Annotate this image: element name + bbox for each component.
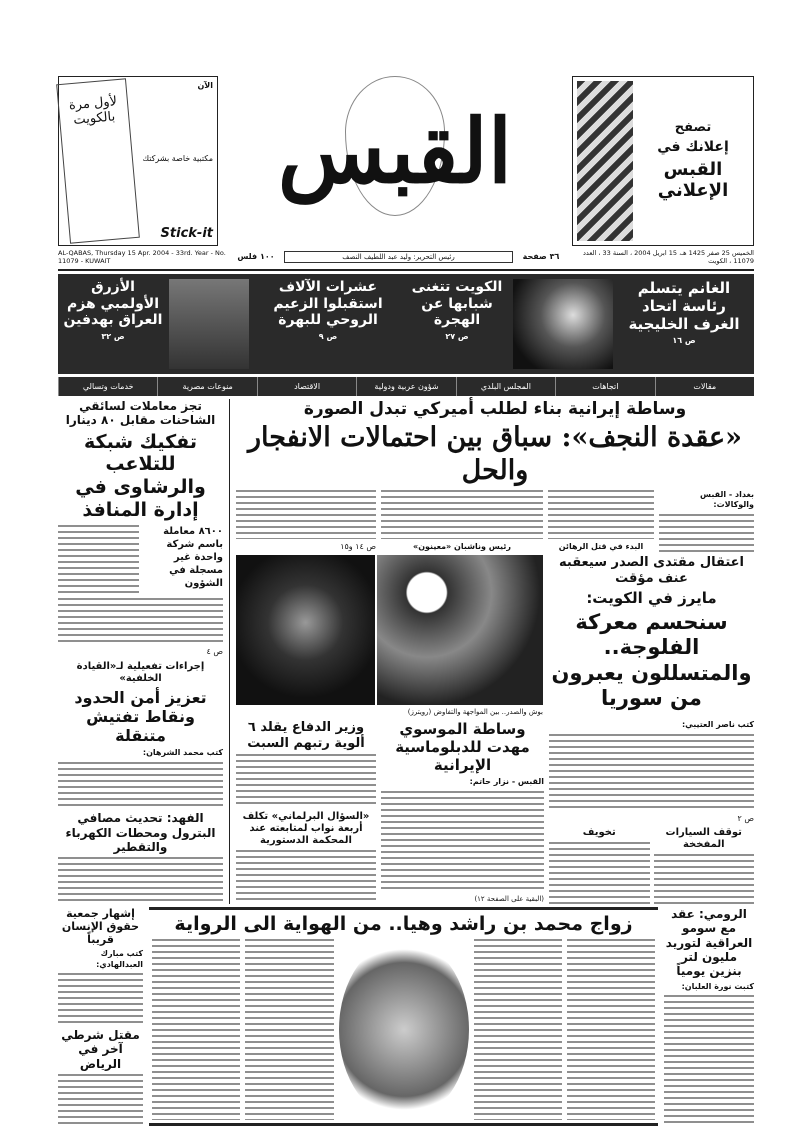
newspaper-image bbox=[577, 81, 633, 241]
mid-s1-byline: القبس - نزار حاتم: bbox=[469, 777, 544, 787]
side-kicker: اعتقال مقتدى الصدر سيعقبه عنف مؤقت bbox=[559, 555, 744, 586]
ad-line2: إعلانك في bbox=[657, 138, 729, 155]
front-page bbox=[58, 76, 754, 1126]
mid-s4-body bbox=[58, 857, 223, 904]
feature-body bbox=[567, 939, 655, 1120]
side-body bbox=[654, 854, 755, 904]
feature-body bbox=[245, 939, 333, 1120]
story3-headline[interactable]: إشهار جمعية حقوق الإنسان قريباً bbox=[61, 906, 140, 947]
lead-body bbox=[548, 490, 654, 539]
main-area bbox=[58, 399, 754, 904]
ad-text: مكتبية خاصة بشركتك bbox=[142, 153, 213, 163]
side-lead: مايرز في الكويت: bbox=[586, 589, 717, 608]
photo-sadr bbox=[236, 555, 375, 705]
lead-subhead2: رئيس وناشبان «معينون» bbox=[413, 541, 511, 551]
story4-body bbox=[58, 1074, 143, 1126]
teaser-3[interactable]: عشرات الآلاف استقبلوا الزعيم الروحي للبهرة ص ٩ bbox=[273, 278, 383, 342]
lead-columns bbox=[236, 490, 754, 552]
story3-byline: كتب مبارك العبدالهادي: bbox=[96, 949, 143, 969]
ad-handwritten: لأول مرة بالكويت bbox=[56, 78, 140, 243]
date-arabic: الخميس 25 صفر 1425 هـ، 15 ابريل 2004 ، السنة 33 ، العدد 11079 ، الكويت bbox=[583, 249, 754, 266]
lower-row bbox=[236, 720, 754, 904]
teaser-photo-football bbox=[169, 279, 249, 369]
story3-body bbox=[58, 973, 143, 1025]
left-sub: ٨٦٠٠ معاملة باسم شركة واحدة غير مسجلة في الشؤون bbox=[163, 525, 223, 589]
mid-s1-headline[interactable]: وساطة الموسوي مهدت للدبلوماسية الإيرانية bbox=[395, 720, 530, 775]
section-tab[interactable]: الاقتصاد bbox=[257, 377, 356, 396]
mid-s3-headline[interactable]: «السؤال البرلماني» تكلف أربعة نواب لمتابعته عند المحكمة الدستورية bbox=[242, 811, 370, 847]
lead-byline: بغداد - القبس والوكالات: bbox=[700, 490, 754, 510]
date-english: AL-QABAS, Thursday 15 Apr. 2004 - 33rd. Year - No. 11079 - KUWAIT bbox=[58, 249, 226, 266]
section-tabs bbox=[58, 377, 754, 396]
feature-headline[interactable]: زواج محمد بن راشد وهيا.. من الهواية الى الرواية bbox=[174, 912, 633, 935]
newspaper-logo: القبس bbox=[226, 76, 564, 246]
ad-now: الآن bbox=[197, 81, 213, 90]
mid-s1-more[interactable]: (البقية على الصفحة ١٢) bbox=[474, 894, 544, 903]
side-byline: كتب ناصر العتيبي: bbox=[681, 720, 754, 730]
ad-line1: تصفح bbox=[674, 120, 712, 136]
lead-body bbox=[381, 490, 543, 539]
teaser-photo-singers bbox=[513, 279, 613, 369]
story2-headline[interactable]: تعزيز أمن الحدود ونقاط تفتيش متنقلة bbox=[74, 687, 207, 746]
left-column bbox=[58, 399, 223, 904]
teaser-2[interactable]: الكويت تتغنى شبابها عن الهجرة ص ٢٧ bbox=[411, 278, 503, 342]
story2-byline: كتب محمد الشرهان: bbox=[142, 748, 223, 758]
section-tab[interactable]: خدمات وتسالي bbox=[58, 377, 157, 396]
ad-brand: Stick-it bbox=[160, 226, 213, 241]
feature-box bbox=[149, 907, 658, 1126]
left-body bbox=[58, 525, 139, 595]
story2-body bbox=[58, 762, 223, 809]
mid-s3-body bbox=[236, 850, 376, 904]
mid-s1-body bbox=[381, 791, 544, 892]
mid-s4-headline[interactable]: الفهد: تحديث مصافي البترول ومحطات الكهرباء والتقطير bbox=[65, 811, 216, 854]
editor-line: رئيس التحرير: وليد عبد اللطيف النصف bbox=[284, 251, 513, 263]
masthead-rule bbox=[58, 269, 754, 271]
left-ad[interactable] bbox=[58, 76, 218, 246]
page-count: ٣٦ صفحة bbox=[522, 252, 560, 262]
left-headline[interactable]: تفكيك شبكة للتلاعب والرشاوى في إدارة المنافذ bbox=[75, 430, 206, 522]
right-body bbox=[664, 995, 754, 1126]
date-line bbox=[58, 249, 754, 266]
side-sub1: توقف السيارات المفخخة bbox=[665, 826, 742, 850]
lead-kicker: وساطة إيرانية بناء لطلب أميركي تبدل الصورة bbox=[303, 398, 687, 419]
right-headline[interactable]: الرومي: عقد مع سومو العراقية لتوريد مليون لتر بنزين يومياً bbox=[665, 906, 753, 979]
photo-row bbox=[236, 555, 754, 717]
story4-headline[interactable]: مقتل شرطي آخر في الرياض bbox=[61, 1028, 140, 1071]
bottom-area bbox=[58, 907, 754, 1126]
side-headline[interactable]: سنحسم معركة الفلوجة.. والمتسللون يعبرون من سوريا bbox=[551, 610, 752, 710]
photo-bush bbox=[377, 555, 543, 705]
left-body bbox=[58, 598, 223, 645]
lead-more[interactable]: ص ١٤ و١٥ bbox=[340, 541, 376, 551]
side-body bbox=[549, 842, 650, 904]
mid-s2-body bbox=[236, 754, 376, 808]
column-divider bbox=[229, 399, 230, 904]
right-ad[interactable] bbox=[572, 76, 754, 246]
price: ١٠٠ فلس bbox=[237, 252, 275, 262]
mid-s2-headline[interactable]: وزير الدفاع يقلد ٦ ألوية رتبهم السبت bbox=[247, 720, 365, 751]
feature-photo bbox=[339, 939, 469, 1120]
masthead bbox=[58, 76, 754, 246]
story2-kicker: إجراءات تفعيلية لـ«القيادة الخلفية» bbox=[76, 660, 205, 684]
section-tab[interactable]: منوعات مصرية bbox=[157, 377, 256, 396]
section-tab[interactable]: اتجاهات bbox=[555, 377, 654, 396]
section-tab[interactable]: مقالات bbox=[655, 377, 754, 396]
teaser-4[interactable]: الأزرق الأولمبي هزم العراق بهدفين ص ٣٢ bbox=[63, 278, 163, 342]
teaser-1[interactable]: الغانم يتسلم رئاسة اتحاد الغرف الخليجية ص ١٦ bbox=[628, 278, 740, 345]
feature-body bbox=[152, 939, 240, 1120]
left-kicker: تجز معاملات لسائقي الشاحنات مقابل ٨٠ دينارا bbox=[65, 398, 216, 428]
section-tab[interactable]: شؤون عربية ودولية bbox=[356, 377, 455, 396]
side-body bbox=[549, 734, 754, 811]
side-more[interactable]: ص ٢ bbox=[737, 813, 754, 823]
left-more[interactable]: ص ٤ bbox=[206, 647, 223, 657]
lead-subhead1: البدء في قتل الرهائن bbox=[558, 541, 644, 551]
teaser-strip bbox=[58, 274, 754, 374]
ad-brand-right: القبس الإعلاني bbox=[657, 158, 729, 202]
section-tab[interactable]: المجلس البلدي bbox=[456, 377, 555, 396]
feature-body bbox=[474, 939, 562, 1120]
side-sub2: تخويف bbox=[582, 826, 616, 838]
lead-body bbox=[659, 514, 754, 552]
lead-headline[interactable]: «عقدة النجف»: سباق بين احتمالات الانفجار والحل bbox=[248, 422, 742, 486]
lead-body bbox=[236, 490, 376, 539]
photo-caption: بوش والصدر.. بين المواجهة والتفاوض (رويترز) bbox=[407, 708, 543, 717]
right-byline: كتبت نورة العلبان: bbox=[681, 981, 754, 991]
lead-area bbox=[236, 399, 754, 904]
